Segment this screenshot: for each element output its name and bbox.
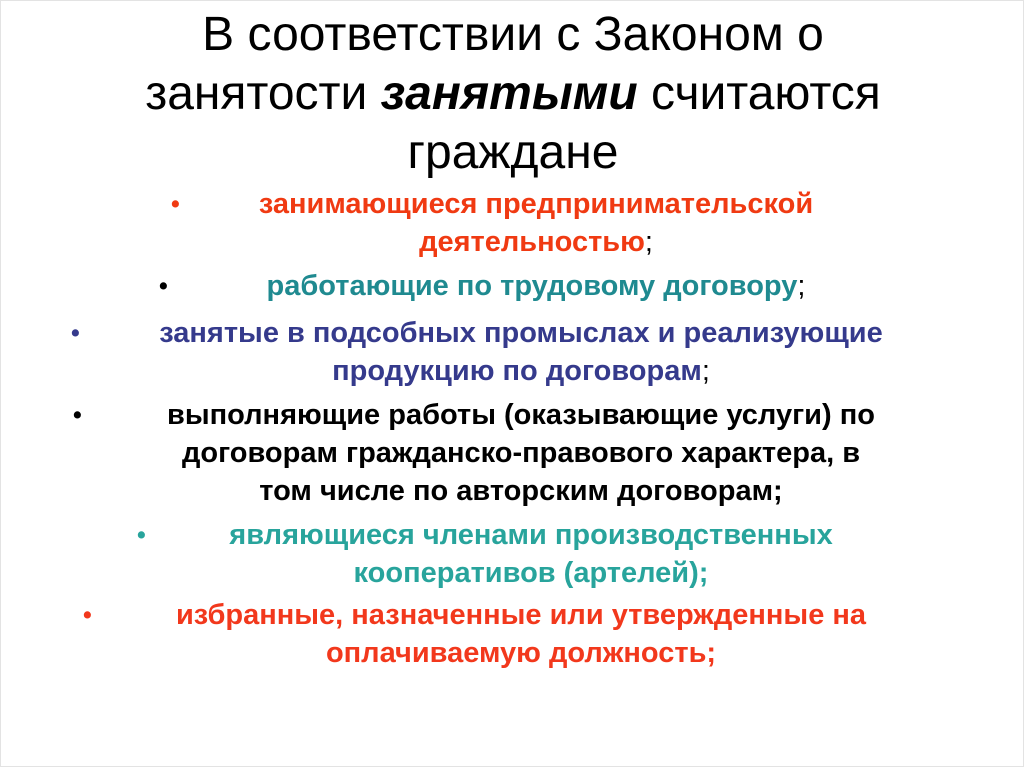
bullet-item xyxy=(151,267,921,305)
bullet-line: продукцию по договорам; xyxy=(332,355,710,387)
title-line-2-start: занятости xyxy=(145,67,381,120)
bullet-line: деятельностью; xyxy=(419,226,653,258)
bullet-dot-icon: • xyxy=(159,272,168,300)
bullet-line: занимающиеся предпринимательской xyxy=(258,188,814,220)
bullet-item xyxy=(71,396,971,510)
bullet-line: оплачиваемую должность; xyxy=(325,637,717,669)
bullet-dot-icon: • xyxy=(73,401,82,429)
title-emphasis: занятыми xyxy=(380,67,638,120)
bullet-line: занятые в подсобных промыслах и реализующие xyxy=(159,317,883,349)
bullet-item xyxy=(71,314,971,390)
bullet-line: кооперативов (артелей); xyxy=(353,557,709,589)
title-line-1: В соответствии с Законом о xyxy=(202,8,824,61)
bullet-line: избранные, назначенные или утвержденные на xyxy=(175,599,867,631)
bullet-line: договорам гражданско-правового характера, в xyxy=(181,437,861,469)
title-line-2-end: считаются xyxy=(637,67,881,120)
bullet-dot-icon: • xyxy=(171,190,180,218)
bullet-dot-icon: • xyxy=(71,319,80,347)
bullet-line: являющиеся членами производственных xyxy=(229,519,833,551)
bullet-item xyxy=(151,185,921,261)
bullet-dot-icon: • xyxy=(83,601,92,629)
bullet-list xyxy=(1,1,1024,768)
bullet-suffix: ; xyxy=(797,270,806,302)
bullet-line: работающие по трудовому договору; xyxy=(266,270,806,302)
bullet-line: выполняющие работы (оказывающие услуги) по xyxy=(167,399,875,431)
bullet-suffix: ; xyxy=(701,355,710,387)
bullet-item xyxy=(131,516,931,592)
title-line-3: граждане xyxy=(407,126,619,179)
bullet-dot-icon: • xyxy=(137,521,146,549)
bullet-line: том числе по авторским договорам; xyxy=(259,475,783,507)
bullet-item xyxy=(81,596,961,672)
bullet-suffix: ; xyxy=(644,226,653,258)
